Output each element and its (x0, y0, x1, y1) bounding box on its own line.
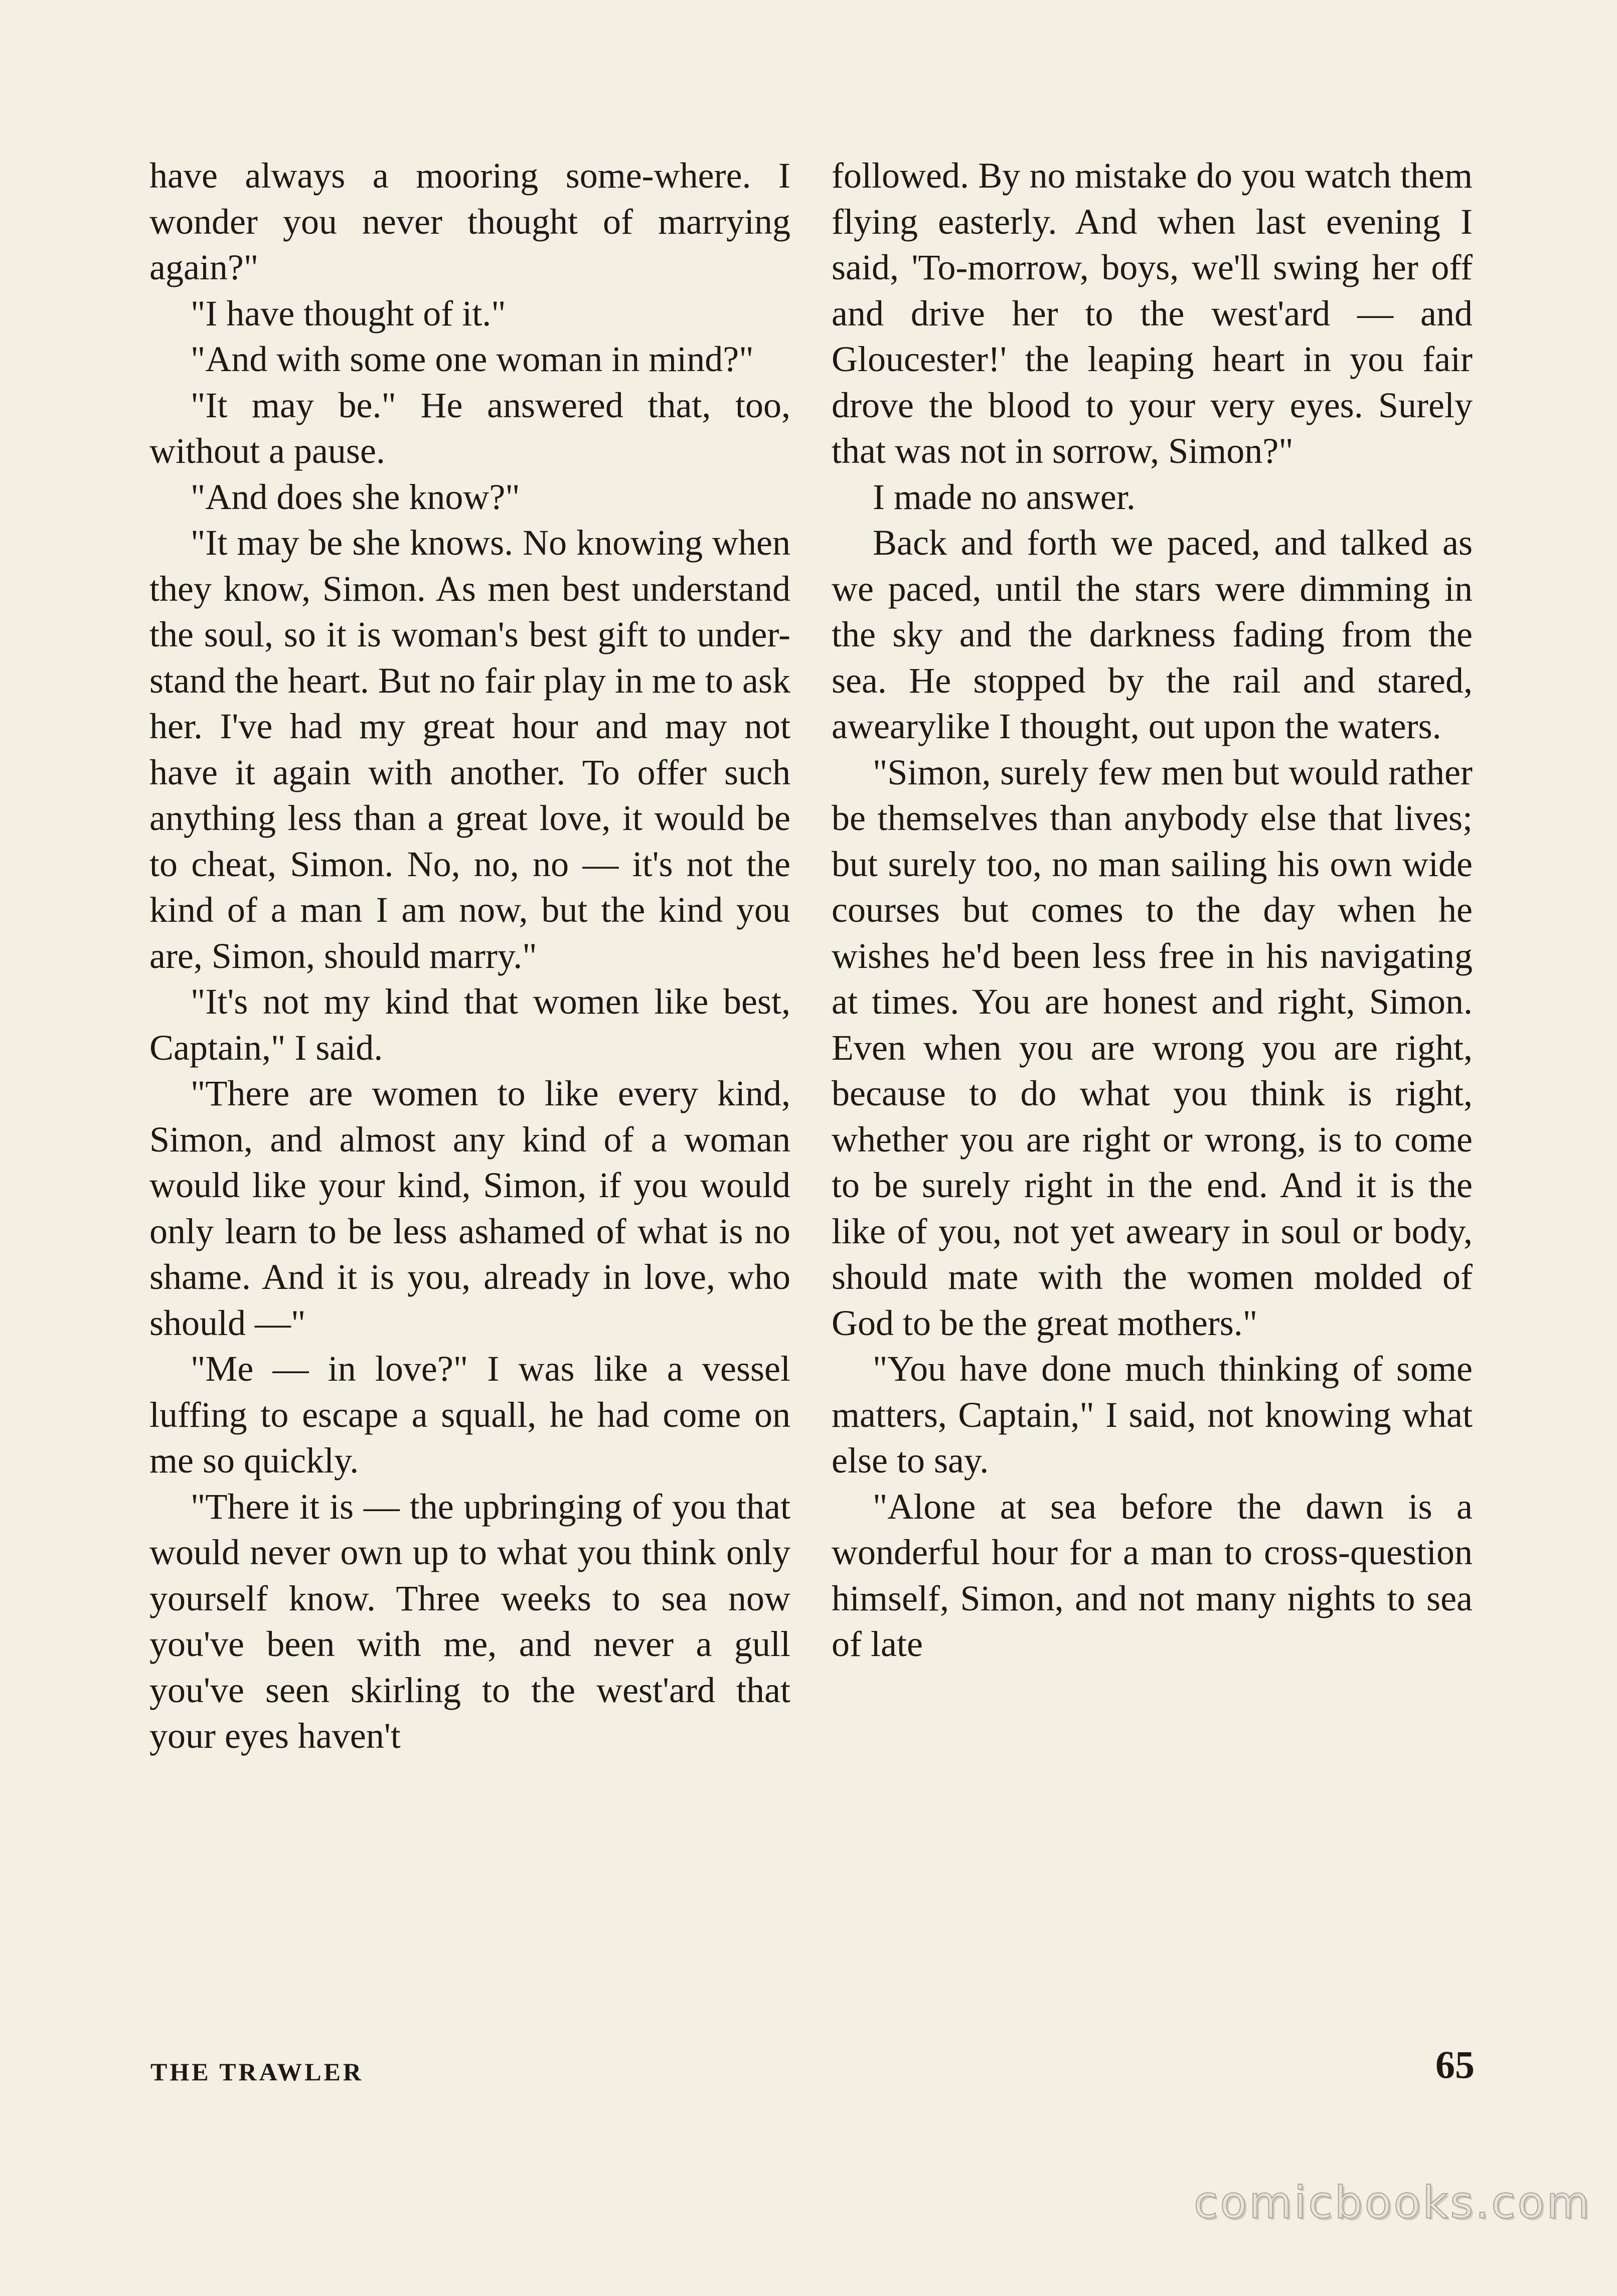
paragraph: "You have done much thinking of some matters, Captain," I said, not knowing what else to say. (832, 1349, 1473, 1481)
left-text-column (149, 153, 790, 2069)
paragraph: Back and forth we paced, and talked as we paced, until the stars were dimming in the sky and the darkness fading from the sea. He stopped by the rail and stared, awearylike I thought, out upon the waters. (832, 523, 1473, 746)
paragraph: "Me — in love?" I was like a vessel luffing to escape a squall, he had come on me so quickly. (149, 1349, 790, 1481)
paragraph: "Alone at sea before the dawn is a wonderful hour for a man to cross-question himself, Simon, and not many nights to sea of late (832, 1486, 1473, 1664)
running-footer-title: THE TRAWLER (150, 2058, 364, 2086)
paragraph: I made no answer. (873, 476, 1136, 517)
paragraph: "Simon, surely few men but would rather be themselves than anybody else that lives; but surely too, no man sailing his own wide courses but comes to the day when he wishes he'd been less free in his navigating at times. You are honest and right, Simon. Even when you are wrong you are right, because to do what you think is right, whether you are right or wrong, is to come to be surely right in the end. And it is the like of you, not yet aweary in soul or body, should mate with the women molded of God to be the great mothers." (832, 752, 1473, 1343)
paragraph: "There it is — the upbringing of you that would never own up to what you think only yourself know. Three weeks to sea now you've been with me, and never a gull you've seen skirling to the west'ard that your eyes haven't (149, 1486, 790, 1756)
paragraph: "I have thought of it." (191, 293, 506, 334)
paragraph: "And with some one woman in mind?" (191, 339, 754, 379)
paragraph: "And does she know?" (191, 476, 520, 517)
right-text-column (832, 153, 1473, 2069)
paragraph: followed. By no mistake do you watch them flying easterly. And when last evening I said, 'To-morrow, boys, we'll swing her off and drive her to the west'ard — and Gloucester!' the leaping heart in you fair drove the blood to your very eyes. Surely that was not in sorrow, Simon?" (832, 155, 1473, 471)
paragraph: "It's not my kind that women like best, Captain," I said. (149, 981, 790, 1068)
page-number: 65 (1435, 2043, 1475, 2086)
paragraph: "There are women to like every kind, Simon, and almost any kind of a woman would like your kind, Simon, if you would only learn to be less ashamed of what is no shame. And it is you, already in love, who should —" (149, 1073, 790, 1343)
site-watermark: comicbooks.com (1194, 2177, 1592, 2228)
paragraph: "It may be she knows. No knowing when they know, Simon. As men best understand the soul, so it is woman's best gift to under-stand the heart. But no fair play in me to ask her. I've had my great hour and may not have it again with another. To offer such anything less than a great love, it would be to cheat, Simon. No, no, no — it's not the kind of a man I am now, but the kind you are, Simon, should marry." (149, 523, 790, 976)
paragraph: "It may be." He answered that, too, without a pause. (149, 385, 790, 471)
paragraph: have always a mooring some-where. I wonder you never thought of marrying again?" (149, 155, 790, 287)
